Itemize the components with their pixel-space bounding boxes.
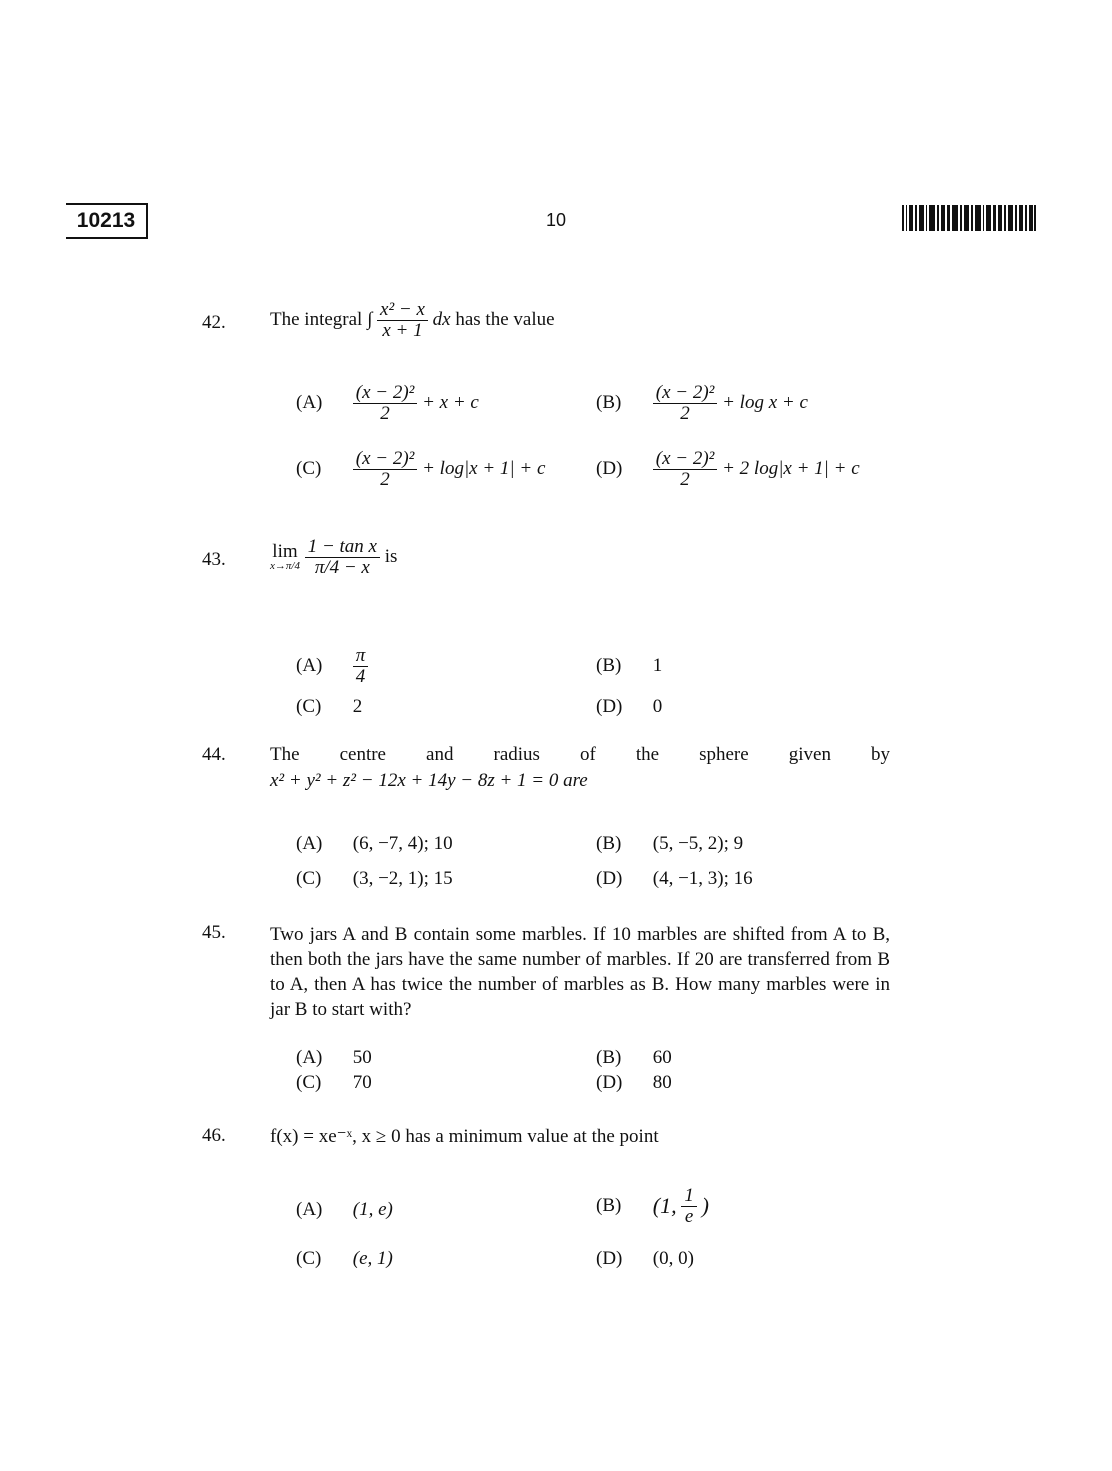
question-number: 45. [202, 922, 226, 943]
question-prefix: The integral ∫ [270, 309, 373, 331]
lim-subscript: x→π/4 [270, 560, 300, 573]
option-45-a[interactable]: (A) 50 [296, 1046, 372, 1068]
question-text: Two jars A and B contain some marbles. If 10 marbles are shifted from A to B, then both the jars have the same number of marbles. If 20 are transferred from B to A, then A has twice the number of marbles as B. How many marbles were in jar B to start with? [270, 924, 890, 1020]
option-42-c[interactable]: (C) $\frac{\text{(x − 2)²}}{2}$ + log|x + 1| + c [296, 448, 546, 490]
option-42-a[interactable]: (A) $\frac{\text{(x − 2)²}}{2}$ + x + c [296, 382, 479, 424]
question-text: f(x) = xe⁻ˣ, x ≥ 0 has a minimum value at the point [270, 1126, 659, 1147]
option-43-d[interactable]: (D) 0 [596, 695, 663, 717]
option-44-c[interactable]: (C) (3, −2, 1); 15 [296, 867, 453, 889]
question-number: 46. [202, 1125, 226, 1146]
option-45-b[interactable]: (B) 60 [596, 1046, 672, 1068]
question-number: 43. [202, 549, 226, 570]
question-number: 44. [202, 744, 226, 765]
question-number: 42. [202, 312, 226, 333]
limit-fraction: $\frac{\text{1 − tan x}}{\pi/4 - x}$ [305, 537, 380, 578]
barcode-icon [902, 205, 1036, 231]
option-43-a[interactable]: (A) $\frac{\pi}{4}$ [296, 646, 368, 687]
page-number: 10 [545, 210, 567, 230]
question-text-line-2: x² + y² + z² − 12x + 14y − 8z + 1 = 0 are [270, 770, 588, 791]
integrand-fraction: $\frac{\text{x² − x}}{x + 1}$ [377, 300, 428, 341]
option-45-d[interactable]: (D) 80 [596, 1071, 672, 1093]
option-46-a[interactable]: (A) (1, e) [296, 1198, 393, 1220]
option-44-d[interactable]: (D) (4, −1, 3); 16 [596, 867, 753, 889]
option-46-c[interactable]: (C) (e, 1) [296, 1247, 393, 1269]
option-43-c[interactable]: (C) 2 [296, 695, 363, 717]
option-42-b[interactable]: (B) $\frac{\text{(x − 2)²}}{2}$ + log x + c [596, 382, 808, 424]
option-46-d[interactable]: (D) (0, 0) [596, 1247, 694, 1269]
option-46-b[interactable]: (B) (1, $\frac{1}{e}$ ) [596, 1185, 709, 1227]
paper-code: 10213 [66, 203, 148, 239]
lim-label: lim [272, 541, 298, 563]
question-text-line-1: The centre and radius of the sphere given by [270, 744, 890, 765]
option-45-c[interactable]: (C) 70 [296, 1071, 372, 1093]
option-44-b[interactable]: (B) (5, −5, 2); 9 [596, 832, 744, 854]
option-43-b[interactable]: (B) 1 [596, 654, 663, 676]
option-44-a[interactable]: (A) (6, −7, 4); 10 [296, 832, 453, 854]
option-42-d[interactable]: (D) $\frac{\text{(x − 2)²}}{2}$ + 2 log|x + 1| + c [596, 448, 860, 490]
